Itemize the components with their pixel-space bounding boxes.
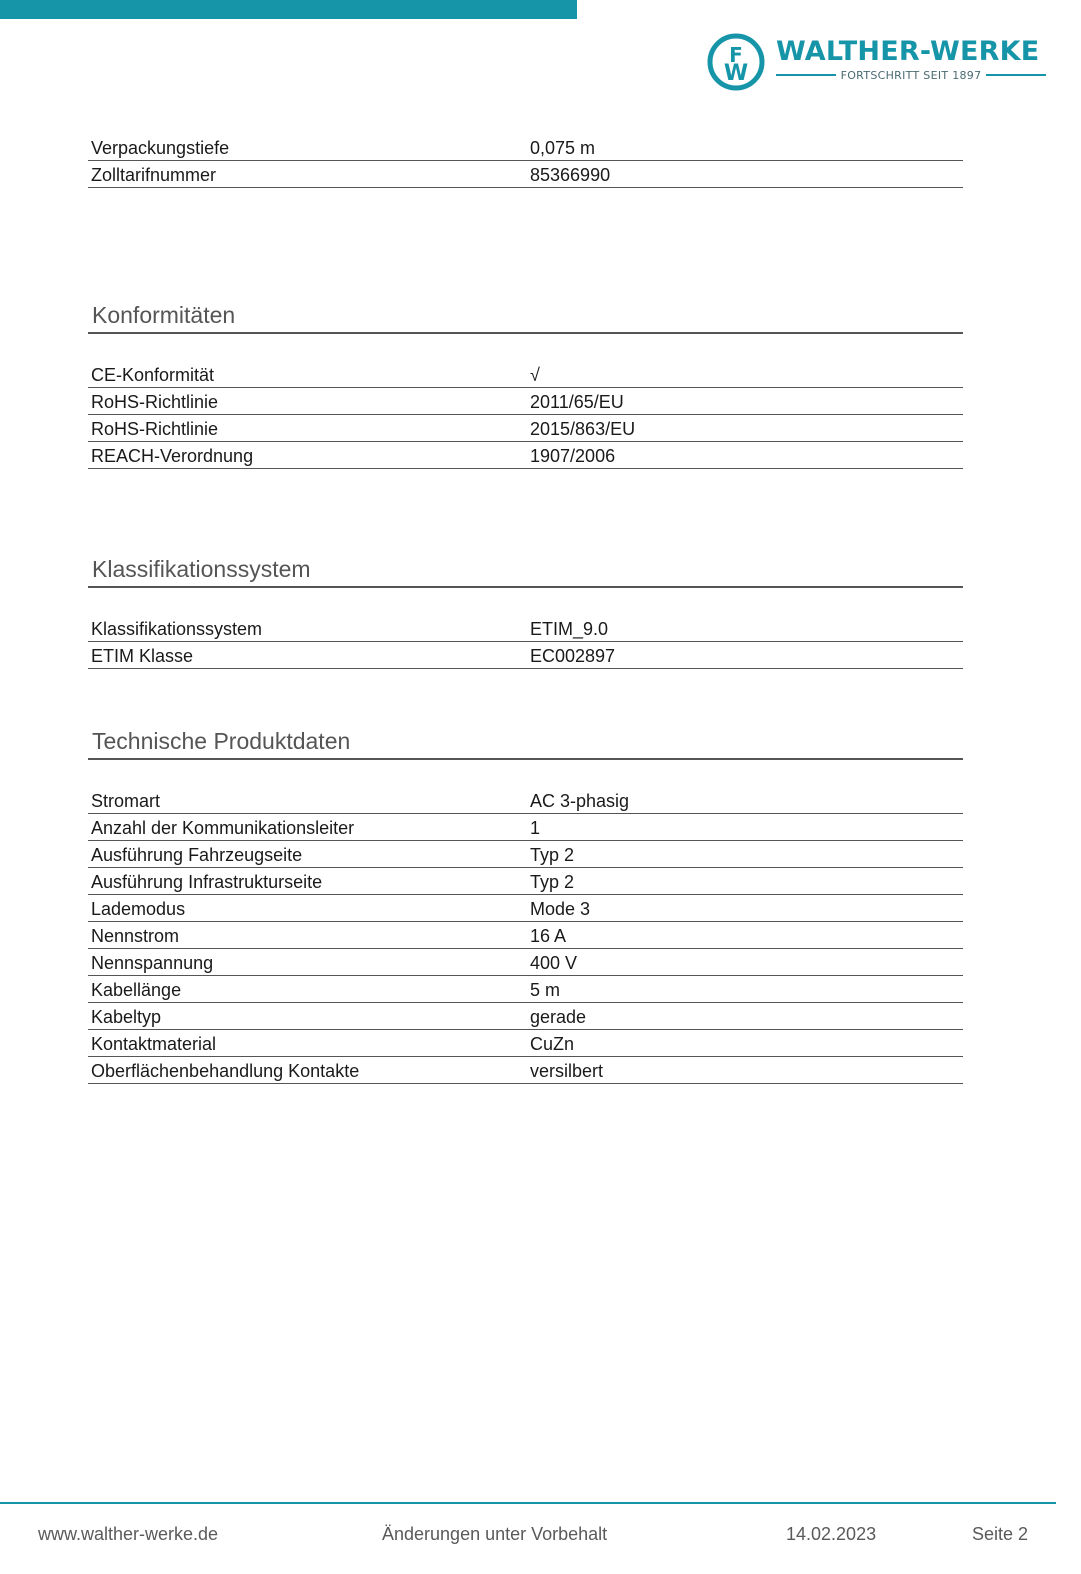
row-label: Ausführung Infrastrukturseite bbox=[91, 872, 323, 892]
row-value: 1 bbox=[530, 818, 541, 838]
row-value: 400 V bbox=[530, 953, 578, 973]
conformity-rows bbox=[88, 361, 963, 469]
row-label: ETIM Klasse bbox=[91, 646, 194, 666]
logo-tagline-row bbox=[776, 68, 1046, 82]
table-row bbox=[88, 1003, 963, 1030]
table-row bbox=[88, 361, 963, 388]
header-accent-bar bbox=[0, 0, 577, 19]
table-row bbox=[88, 388, 963, 415]
footer-page-number: Seite 2 bbox=[972, 1524, 1029, 1544]
footer-divider bbox=[0, 1502, 1056, 1504]
table-row bbox=[88, 161, 963, 188]
row-label: Kabeltyp bbox=[91, 1007, 162, 1027]
classification-section bbox=[88, 553, 963, 669]
row-value: AC 3-phasig bbox=[530, 791, 630, 811]
table-row bbox=[88, 442, 963, 469]
logo-wordmark: WALTHER-WERKE bbox=[776, 36, 1040, 67]
row-value: versilbert bbox=[530, 1061, 604, 1081]
table-row bbox=[88, 868, 963, 895]
table-row bbox=[88, 814, 963, 841]
table-row bbox=[88, 1030, 963, 1057]
table-row bbox=[88, 841, 963, 868]
table-row bbox=[88, 615, 963, 642]
svg-text:W: W bbox=[723, 61, 749, 86]
row-value: CuZn bbox=[530, 1034, 575, 1054]
row-value: 2015/863/EU bbox=[530, 419, 636, 439]
row-label: Zolltarifnummer bbox=[91, 165, 217, 185]
section-heading: Technische Produktdaten bbox=[88, 725, 963, 760]
row-value: 5 m bbox=[530, 980, 561, 1000]
walther-werke-logo bbox=[706, 32, 1051, 92]
row-label: Kabellänge bbox=[91, 980, 182, 1000]
packaging-table bbox=[88, 134, 963, 188]
row-value: 16 A bbox=[530, 926, 567, 946]
technical-data-section bbox=[88, 725, 963, 1084]
logo-tagline-rule-right bbox=[986, 74, 1046, 76]
row-value: Typ 2 bbox=[530, 872, 575, 892]
row-label: Oberflächenbehandlung Kontakte bbox=[91, 1061, 360, 1081]
classification-rows bbox=[88, 615, 963, 669]
row-label: Ausführung Fahrzeugseite bbox=[91, 845, 303, 865]
row-value: gerade bbox=[530, 1007, 587, 1027]
row-label: Kontaktmaterial bbox=[91, 1034, 217, 1054]
row-value: √ bbox=[530, 365, 540, 385]
row-value: 0,075 m bbox=[530, 138, 596, 158]
table-row bbox=[88, 1057, 963, 1084]
table-row bbox=[88, 787, 963, 814]
row-label: REACH-Verordnung bbox=[91, 446, 254, 466]
row-value: 85366990 bbox=[530, 165, 611, 185]
row-value: Mode 3 bbox=[530, 899, 591, 919]
walther-werke-emblem-icon bbox=[706, 32, 766, 92]
row-label: Lademodus bbox=[91, 899, 186, 919]
row-label: RoHS-Richtlinie bbox=[91, 419, 219, 439]
table-row bbox=[88, 642, 963, 669]
row-label: Klassifikationssystem bbox=[91, 619, 263, 639]
conformity-section bbox=[88, 299, 963, 469]
section-heading: Klassifikationssystem bbox=[88, 553, 963, 588]
row-label: Verpackungstiefe bbox=[91, 138, 230, 158]
technical-data-rows bbox=[88, 787, 963, 1084]
table-row bbox=[88, 976, 963, 1003]
logo-tagline-rule-left bbox=[776, 74, 836, 76]
row-value: 1907/2006 bbox=[530, 446, 616, 466]
row-label: CE-Konformität bbox=[91, 365, 215, 385]
footer-notice: Änderungen unter Vorbehalt bbox=[382, 1524, 608, 1544]
table-row bbox=[88, 134, 963, 161]
row-label: Nennstrom bbox=[91, 926, 180, 946]
svg-text:F: F bbox=[729, 43, 743, 67]
table-row bbox=[88, 895, 963, 922]
table-row bbox=[88, 949, 963, 976]
row-label: Anzahl der Kommunikationsleiter bbox=[91, 818, 355, 838]
row-value: EC002897 bbox=[530, 646, 616, 666]
row-value: 2011/65/EU bbox=[530, 392, 624, 412]
row-label: RoHS-Richtlinie bbox=[91, 392, 219, 412]
footer-date: 14.02.2023 bbox=[786, 1524, 877, 1544]
logo-tagline: FORTSCHRITT SEIT 1897 bbox=[840, 68, 982, 82]
row-value: ETIM_9.0 bbox=[530, 619, 609, 639]
table-row bbox=[88, 415, 963, 442]
row-value: Typ 2 bbox=[530, 845, 575, 865]
packaging-rows bbox=[88, 134, 963, 188]
table-row bbox=[88, 922, 963, 949]
section-heading: Konformitäten bbox=[88, 299, 963, 334]
row-label: Stromart bbox=[91, 791, 161, 811]
row-label: Nennspannung bbox=[91, 953, 214, 973]
footer-website-link[interactable]: www.walther-werke.de bbox=[38, 1524, 219, 1544]
